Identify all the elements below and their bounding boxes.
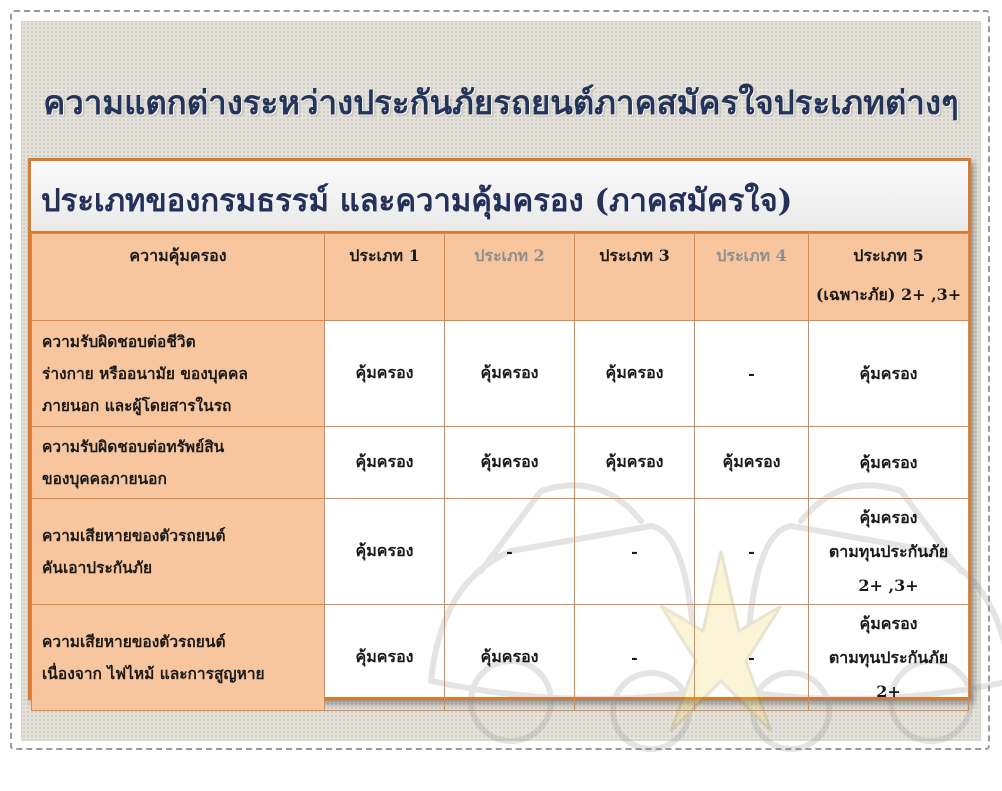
cell-type5-line: ตามทุนประกันภัย: [828, 647, 949, 667]
cell-type5-line: คุ้มครอง: [859, 363, 918, 383]
cell-type3: คุ้มครอง: [575, 321, 695, 427]
cell-type2: -: [445, 499, 575, 605]
table-header-row: [32, 234, 969, 321]
row-label-line: ของบุคคลภายนอก: [42, 468, 167, 488]
header-type3: ประเภท 3: [575, 234, 695, 321]
row-label-line: เนื่องจาก ไฟไหม้ และการสูญหาย: [42, 663, 265, 683]
cell-type1: คุ้มครอง: [325, 605, 445, 711]
header-type5: [809, 234, 969, 321]
panel-header: [31, 161, 968, 233]
cell-type3: -: [575, 499, 695, 605]
table-row: [32, 321, 969, 427]
header-coverage: ความคุ้มครอง: [32, 234, 325, 321]
cell-type5: [809, 499, 969, 605]
cell-type5-line: คุ้มครอง: [859, 507, 918, 527]
row-label-line: ความเสียหายของตัวรถยนต์: [42, 631, 226, 651]
cell-type2: คุ้มครอง: [445, 605, 575, 711]
cell-type1: คุ้มครอง: [325, 427, 445, 499]
table-row: [32, 605, 969, 711]
row-label-line: ร่างกาย หรืออนามัย ของบุคคล: [42, 363, 248, 383]
panel-title: ประเภทของกรมธรรม์ และความคุ้มครอง (ภาคสมัครใจ): [41, 183, 793, 219]
cell-type5-line: 2+: [876, 681, 901, 701]
coverage-panel: [28, 158, 971, 700]
table-row: [32, 499, 969, 605]
table-row: [32, 427, 969, 499]
cell-type5-line: ตามทุนประกันภัย: [828, 541, 949, 561]
row-label-line: ภายนอก และผู้โดยสารในรถ: [42, 395, 232, 415]
cell-type4: -: [695, 321, 809, 427]
cell-type2: คุ้มครอง: [445, 427, 575, 499]
cell-type5-line: 2+ ,3+: [858, 575, 919, 595]
cell-type4: -: [695, 499, 809, 605]
row-label: [32, 605, 325, 711]
row-label: [32, 321, 325, 427]
cell-type5: [809, 321, 969, 427]
cell-type3: -: [575, 605, 695, 711]
row-label: [32, 427, 325, 499]
row-label-line: ความเสียหายของตัวรถยนต์: [42, 525, 226, 545]
cell-type5: [809, 427, 969, 499]
cell-type5-line: คุ้มครอง: [859, 613, 918, 633]
cell-type4: -: [695, 605, 809, 711]
cell-type5-line: คุ้มครอง: [859, 452, 918, 472]
header-type4: ประเภท 4: [695, 234, 809, 321]
row-label: [32, 499, 325, 605]
row-label-line: ความรับผิดชอบต่อชีวิต: [42, 331, 196, 351]
header-type2: ประเภท 2: [445, 234, 575, 321]
cell-type4: คุ้มครอง: [695, 427, 809, 499]
coverage-table: [31, 233, 969, 711]
slide-title: ความแตกต่างระหว่างประกันภัยรถยนต์ภาคสมัครใจประเภทต่างๆ: [43, 83, 959, 122]
cell-type3: คุ้มครอง: [575, 427, 695, 499]
cell-type2: คุ้มครอง: [445, 321, 575, 427]
row-label-line: ความรับผิดชอบต่อทรัพย์สิน: [42, 436, 225, 456]
header-type5-line2: (เฉพาะภัย) 2+ ,3+: [815, 285, 962, 304]
cell-type5: [809, 605, 969, 711]
cell-type1: คุ้มครอง: [325, 499, 445, 605]
header-type1: ประเภท 1: [325, 234, 445, 321]
cell-type1: คุ้มครอง: [325, 321, 445, 427]
row-label-line: คันเอาประกันภัย: [42, 557, 153, 577]
header-type5-line1: ประเภท 5: [853, 246, 924, 265]
